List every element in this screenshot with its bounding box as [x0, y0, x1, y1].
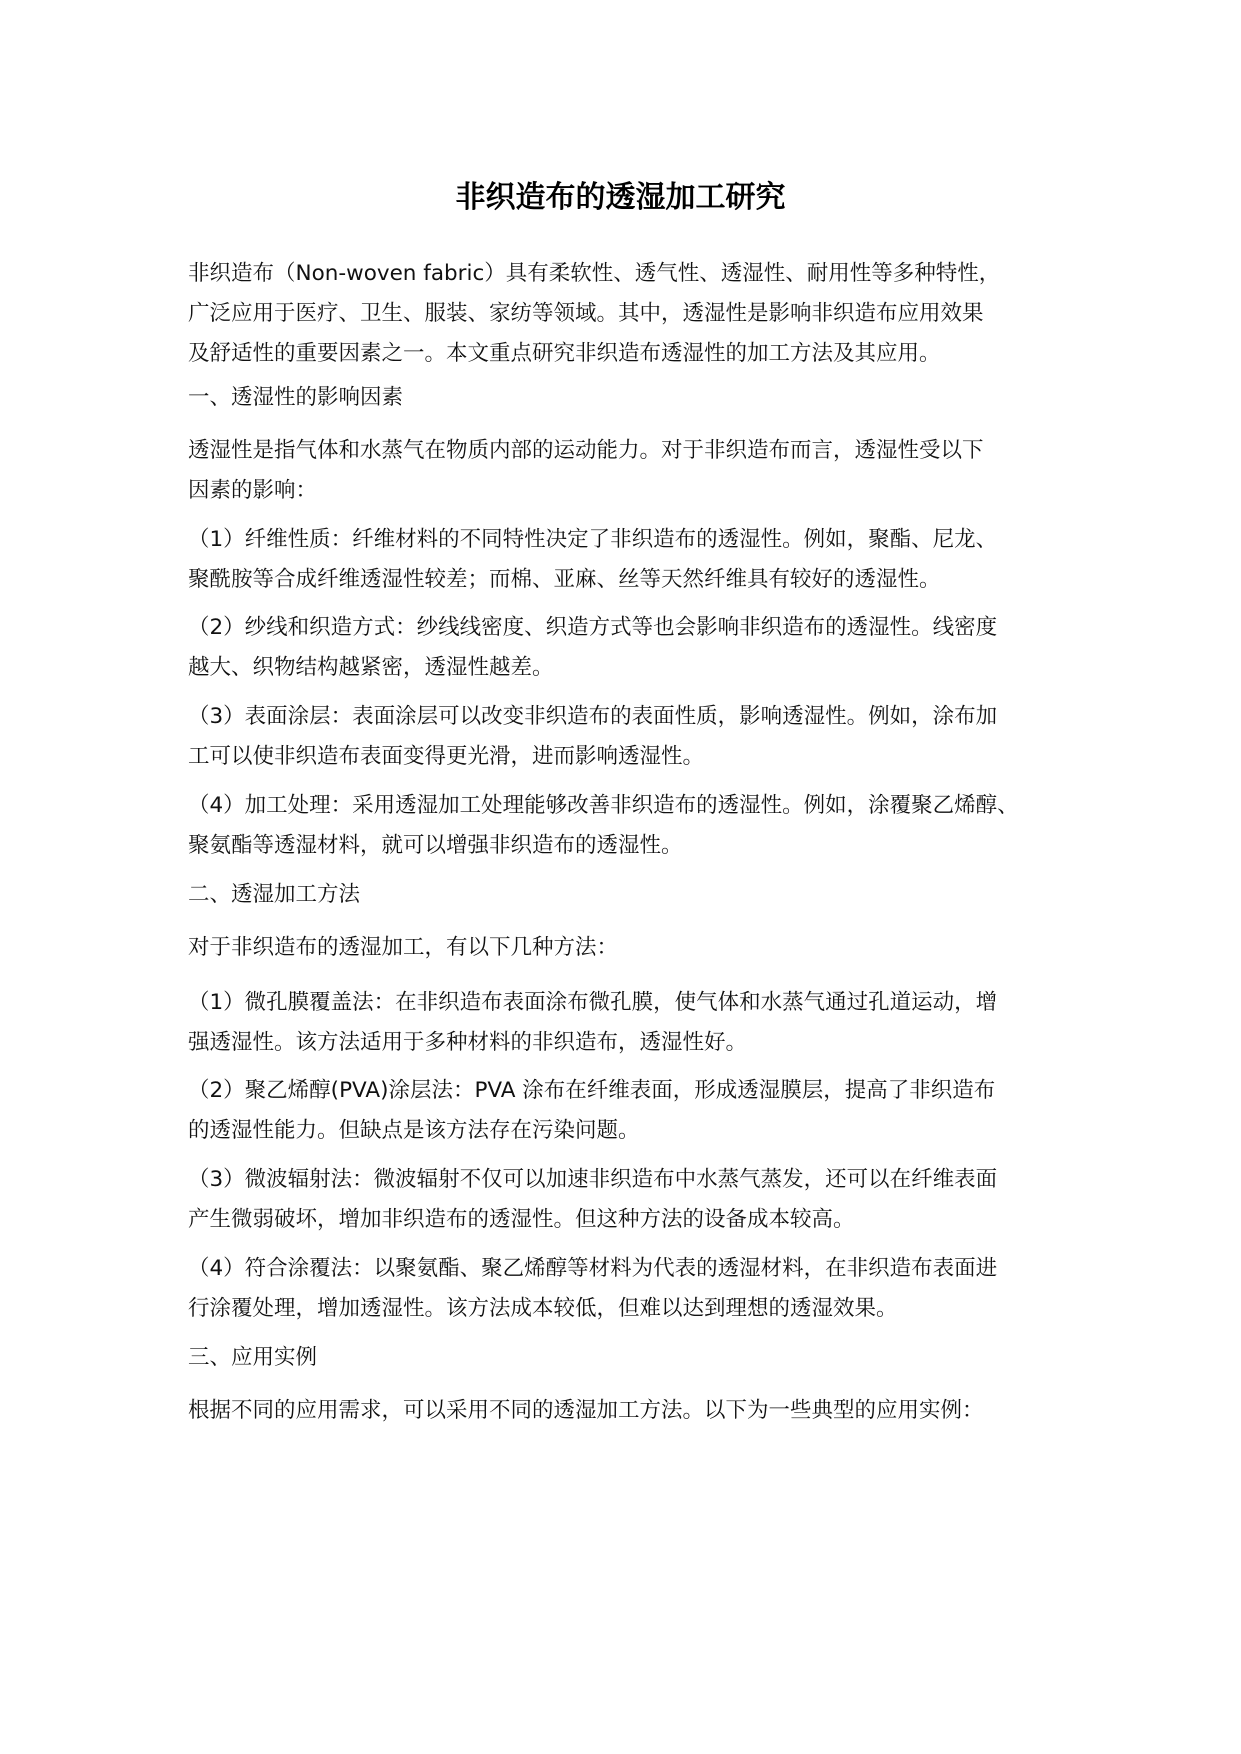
list-item — [188, 983, 1068, 1063]
text-line: 越大、织物结构越紧密，透湿性越差。 — [188, 655, 554, 680]
text-line: （2）纱线和织造方式：纱线线密度、织造方式等也会影响非织造布的透湿性。线密度 — [188, 615, 998, 640]
list-item — [188, 697, 1068, 777]
section-heading — [188, 378, 1068, 418]
list-item — [188, 608, 1068, 688]
text-line: （4）加工处理：采用透湿加工处理能够改善非织造布的透湿性。例如，涂覆聚乙烯醇、 — [188, 793, 1019, 818]
paragraph — [188, 1391, 1068, 1431]
text-line: （3）微波辐射法：微波辐射不仅可以加速非织造布中水蒸气蒸发，还可以在纤维表面 — [188, 1167, 998, 1192]
list-item — [188, 786, 1068, 866]
text-line: （1）微孔膜覆盖法：在非织造布表面涂布微孔膜，使气体和水蒸气通过孔道运动，增 — [188, 990, 998, 1015]
text-line: 非织造布（Non-woven fabric）具有柔软性、透气性、透湿性、耐用性等多种特性， — [188, 261, 1001, 286]
list-item — [188, 520, 1068, 600]
text-line: 的透湿性能力。但缺点是该方法存在污染问题。 — [188, 1118, 640, 1143]
list-item — [188, 1249, 1068, 1329]
text-line: （2）聚乙烯醇(PVA)涂层法：PVA 涂布在纤维表面，形成透湿膜层，提高了非织造布 — [188, 1078, 996, 1103]
text-line: 聚氨酯等透湿材料，就可以增强非织造布的透湿性。 — [188, 833, 683, 858]
paragraph — [188, 431, 1068, 511]
list-item — [188, 1160, 1068, 1240]
text-line: （1）纤维性质：纤维材料的不同特性决定了非织造布的透湿性。例如，聚酯、尼龙、 — [188, 527, 998, 552]
text-line: 根据不同的应用需求，可以采用不同的透湿加工方法。以下为一些典型的应用实例： — [188, 1398, 984, 1423]
text-line: 聚酰胺等合成纤维透湿性较差；而棉、亚麻、丝等天然纤维具有较好的透湿性。 — [188, 567, 941, 592]
text-line: 透湿性是指气体和水蒸气在物质内部的运动能力。对于非织造布而言，透湿性受以下 — [188, 438, 984, 463]
section-heading — [188, 1338, 1068, 1378]
section-heading — [188, 875, 1068, 915]
section-heading-text: 二、透湿加工方法 — [188, 882, 361, 907]
text-line: 行涂覆处理，增加透湿性。该方法成本较低，但难以达到理想的透湿效果。 — [188, 1296, 898, 1321]
text-line: 广泛应用于医疗、卫生、服装、家纺等领域。其中，透湿性是影响非织造布应用效果 — [188, 301, 984, 326]
list-item — [188, 1071, 1068, 1151]
text-line: 工可以使非织造布表面变得更光滑，进而影响透湿性。 — [188, 744, 705, 769]
text-line: 及舒适性的重要因素之一。本文重点研究非织造布透湿性的加工方法及其应用。 — [188, 341, 941, 366]
section-heading-text: 一、透湿性的影响因素 — [188, 385, 404, 410]
text-line: 因素的影响： — [188, 478, 318, 503]
text-line: 对于非织造布的透湿加工，有以下几种方法： — [188, 935, 619, 960]
section-heading-text: 三、应用实例 — [188, 1345, 318, 1370]
text-line: 产生微弱破坏，增加非织造布的透湿性。但这种方法的设备成本较高。 — [188, 1207, 855, 1232]
paragraph — [188, 928, 1068, 968]
document-title: 非织造布的透湿加工研究 — [455, 180, 786, 215]
text-line: （3）表面涂层：表面涂层可以改变非织造布的表面性质，影响透湿性。例如，涂布加 — [188, 704, 998, 729]
text-line: 强透湿性。该方法适用于多种材料的非织造布，透湿性好。 — [188, 1030, 748, 1055]
text-line: （4）符合涂覆法：以聚氨酯、聚乙烯醇等材料为代表的透湿材料，在非织造布表面进 — [188, 1256, 998, 1281]
intro-paragraph — [188, 254, 1068, 374]
